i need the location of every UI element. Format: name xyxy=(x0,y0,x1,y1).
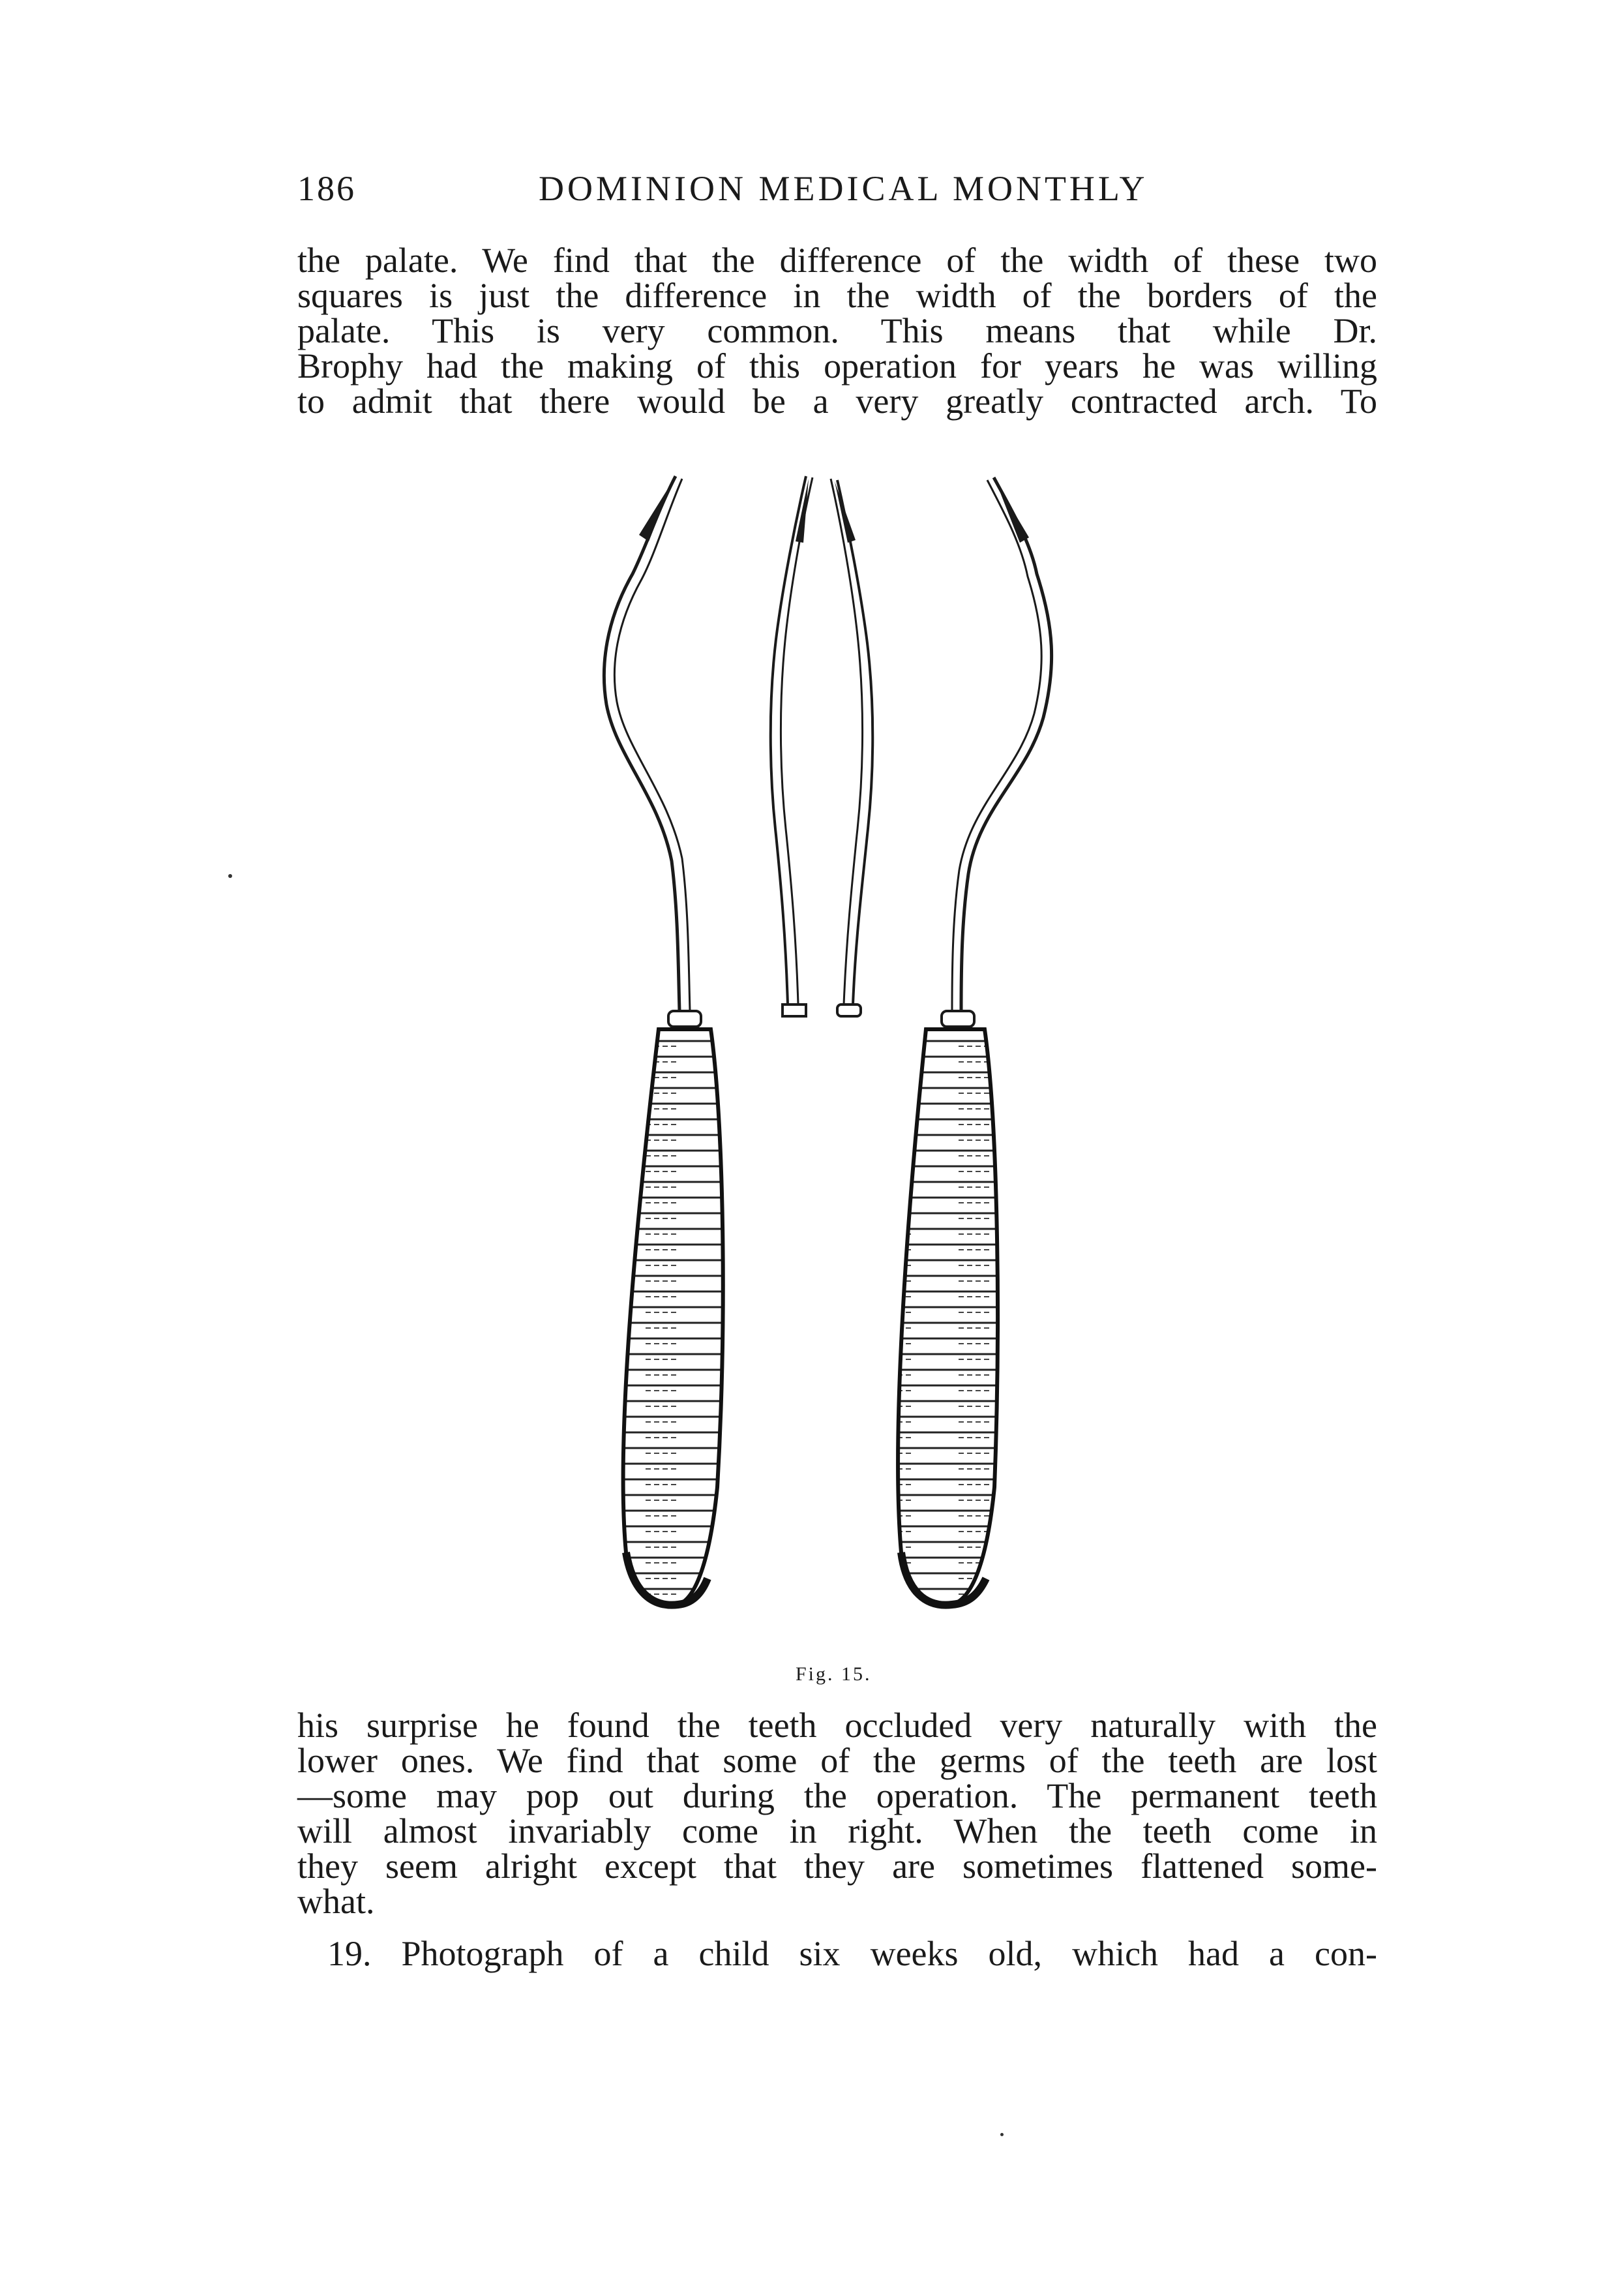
text-line: Brophy had the making of this operation for years he was willing xyxy=(297,346,1377,385)
paragraph-3 xyxy=(297,1936,1377,1971)
text-line: lower ones. We find that some of the germs of the teeth are lost xyxy=(297,1741,1377,1780)
instruments-illustration xyxy=(561,470,1082,1650)
right-instrument xyxy=(898,477,1052,1605)
middle-right-shank xyxy=(831,479,872,1016)
left-instrument xyxy=(604,476,723,1605)
running-head: DOMINION MEDICAL MONTHLY xyxy=(539,169,1148,208)
paragraph-2 xyxy=(297,1708,1377,1919)
text-line: —some may pop out during the operation. The permanent teeth xyxy=(297,1776,1377,1815)
figure-dental-instruments xyxy=(561,470,1082,1650)
text-line: what. xyxy=(297,1882,375,1921)
text-line: they seem alright except that they are sometimes flattened some- xyxy=(297,1847,1377,1886)
text-line: 19. Photograph of a child six weeks old, which had a con- xyxy=(327,1934,1377,1973)
page-number: 186 xyxy=(297,169,356,208)
page-header xyxy=(297,168,1380,214)
print-speck xyxy=(228,874,232,878)
middle-left-shank xyxy=(771,476,812,1016)
text-line: will almost invariably come in right. When the teeth come in xyxy=(297,1811,1377,1850)
text-line: squares is just the difference in the width of the borders of the xyxy=(297,276,1377,315)
text-line: his surprise he found the teeth occluded very naturally with the xyxy=(297,1706,1377,1745)
print-speck xyxy=(1000,2133,1004,2136)
text-line: palate. This is very common. This means that while Dr. xyxy=(297,311,1377,350)
text-line: the palate. We find that the difference of the width of these two xyxy=(297,241,1377,280)
paragraph-1 xyxy=(297,243,1377,419)
figure-caption: Fig. 15. xyxy=(796,1663,872,1685)
text-line: to admit that there would be a very greatly contracted arch. To xyxy=(297,382,1377,421)
